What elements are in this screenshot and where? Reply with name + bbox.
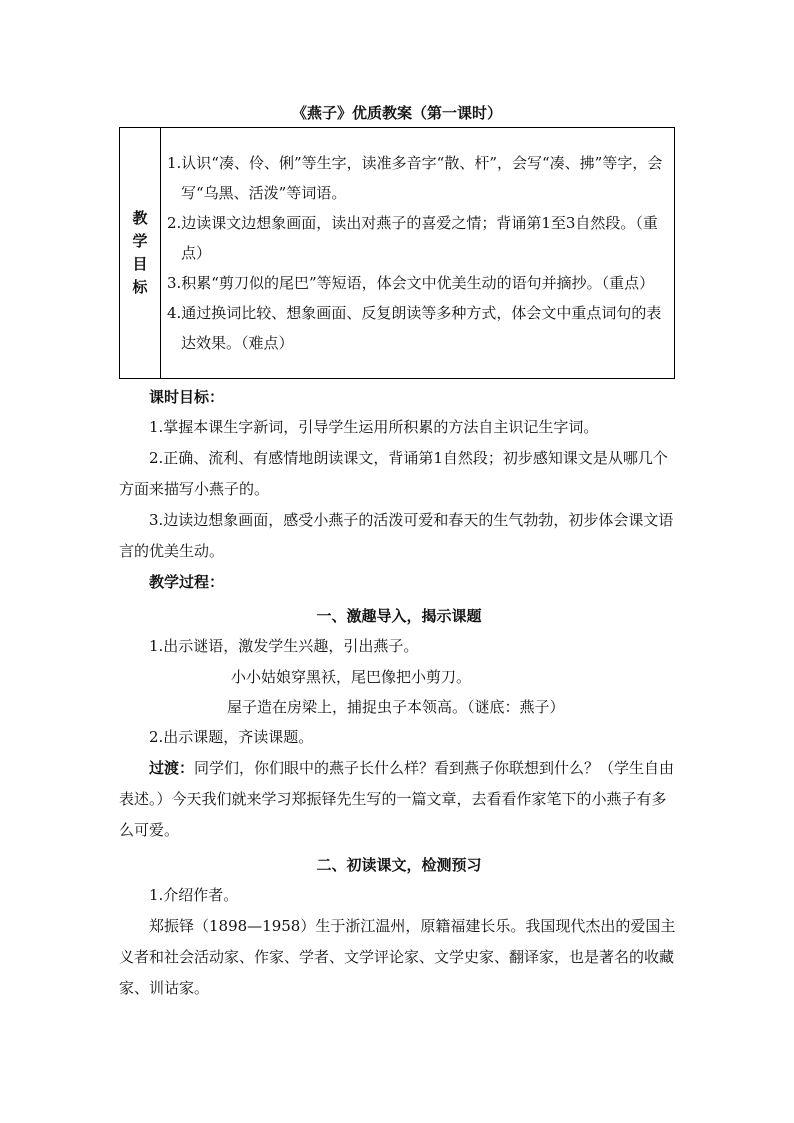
riddle-line: 屋子造在房梁上，捕捉虫子本领高。（谜底：燕子） xyxy=(227,698,565,716)
header-char: 目 xyxy=(132,255,148,273)
teaching-goal-item: 2.边读课文边想象画面，读出对燕子的喜爱之情；背诵第1至3自然段。（重点） xyxy=(167,214,658,262)
header-char: 学 xyxy=(132,232,148,250)
transition-text: 同学们，你们眼中的燕子长什么样？看到燕子你联想到什么？（学生自由表述。）今天我们就来学习郑振铎先生写的一篇文章，去看看作家笔下的小燕子有多么可爱。 xyxy=(119,759,675,839)
teaching-goals-list xyxy=(161,128,675,379)
header-char: 教 xyxy=(132,209,148,227)
document-title: 《燕子》优质教案（第一课时） xyxy=(291,104,502,122)
section-heading: 一、激趣导入，揭示课题 xyxy=(316,607,482,625)
teaching-goal-item: 1.认识“凑、伶、俐”等生字，读准多音字“散、杆”，会写“凑、拂”等字，会写“乌黑、活泼”等词语。 xyxy=(167,154,663,202)
header-char: 标 xyxy=(132,278,148,296)
step-text: 1.介绍作者。 xyxy=(149,886,239,904)
lesson-goals-heading: 课时目标： xyxy=(149,388,225,406)
teaching-goals-table xyxy=(119,127,675,379)
transition-paragraph xyxy=(119,753,679,846)
lesson-goal-item: 1.掌握本课生字新词，引导学生运用所积累的方法自主识记生字词。 xyxy=(149,418,599,436)
lesson-goal-item: 3.边读边想象画面，感受小燕子的活泼可爱和春天的生气勃勃，初步体会课文语言的优美生动。 xyxy=(119,511,674,560)
teaching-goals-header xyxy=(120,128,161,379)
step-text: 1.出示谜语，激发学生兴趣，引出燕子。 xyxy=(149,637,419,655)
transition-label: 过渡： xyxy=(149,759,195,777)
teaching-goal-item: 4.通过换词比较、想象画面、反复朗读等多种方式，体会文中重点词句的表达效果。（难点） xyxy=(167,304,662,352)
author-intro: 郑振铎（1898—1958）生于浙江温州，原籍福建长乐。我国现代杰出的爱国主义者和社会活动家、作家、学者、文学评论家、文学史家、翻译家，也是著名的收藏家、训诂家。 xyxy=(119,917,676,997)
document-body xyxy=(119,382,679,1004)
step-text: 2.出示课题，齐读课题。 xyxy=(149,728,314,746)
section-heading: 二、初读课文，检测预习 xyxy=(316,856,482,874)
lesson-goal-item: 2.正确、流利、有感情地朗读课文，背诵第1自然段；初步感知课文是从哪几个方面来描写小燕子的。 xyxy=(119,449,668,498)
riddle-line: 小小姑娘穿黑袄，尾巴像把小剪刀。 xyxy=(231,668,472,686)
teaching-process-heading: 教学过程： xyxy=(149,573,225,591)
teaching-goal-item: 3.积累“剪刀似的尾巴”等短语，体会文中优美生动的语句并摘抄。（重点） xyxy=(167,274,655,292)
